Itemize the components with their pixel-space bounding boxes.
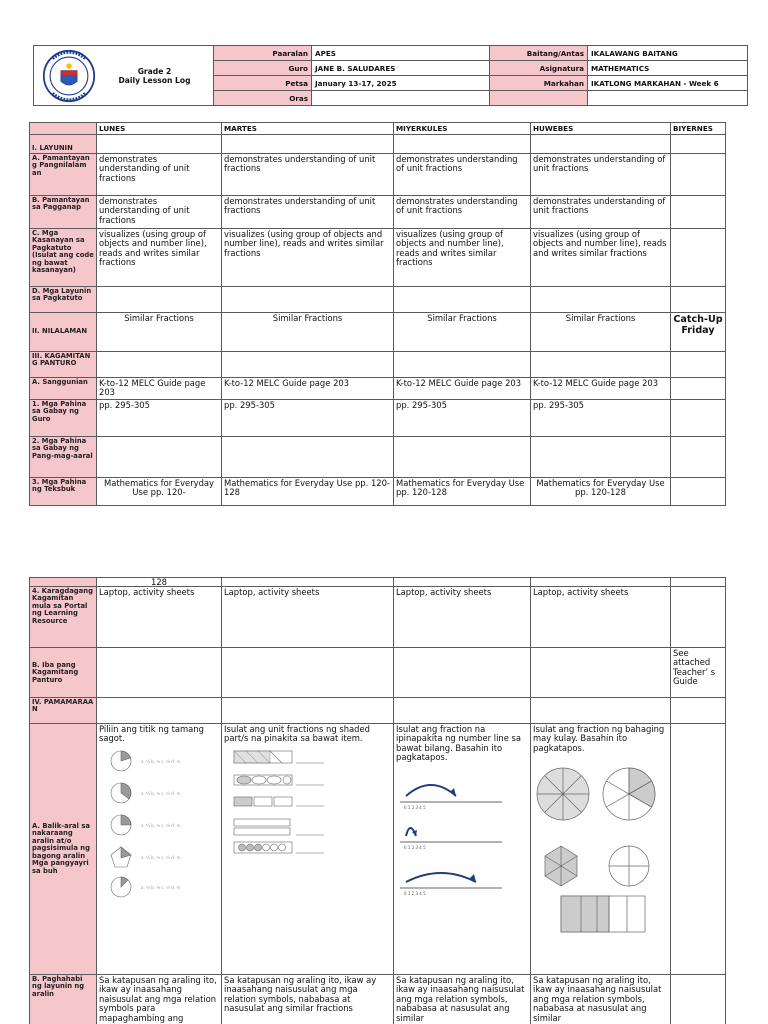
day-header-wednesday: MIYERKULES — [394, 123, 531, 135]
row-label-mga-layunin: D. Mga Layunin sa Pagkatuto — [30, 287, 97, 313]
row-label-teksbuk: 3. Mga Pahina ng Teksbuk — [30, 478, 97, 506]
row-label-layunin: I. LAYUNIN — [30, 135, 97, 154]
number-lines-figure — [396, 766, 506, 896]
cell-text: 128 — [97, 578, 222, 587]
day-header-thursday: HUWEBES — [531, 123, 671, 135]
cell-text: demonstrates understanding of unit fractions — [222, 154, 394, 196]
cell-text: Laptop, activity sheets — [222, 587, 394, 648]
day-header-friday: BIYERNES — [671, 123, 726, 135]
svg-text:0 1 2 3 4 5: 0 1 2 3 4 5 — [404, 804, 426, 810]
cell-text: demonstrates understanding of unit fractions — [531, 196, 671, 229]
cell-text: Sa katapusan ng araling ito, ikaw ay inaasahang naisusulat ang mga relation symbols, nababasa at nasusulat ang similar — [531, 975, 671, 1024]
row-label-paghahabi: B. Paghahabi ng layunin ng aralin — [30, 975, 97, 1024]
cell-text: Mathematics for Everyday Use pp. 120-128 — [531, 478, 671, 506]
day-header-tuesday: MARTES — [222, 123, 394, 135]
cell-text: demonstrates understanding of unit fractions — [394, 154, 531, 196]
cell-text: demonstrates understanding of unit fractions — [97, 196, 222, 229]
grade-value: IKALAWANG BAITANG — [588, 46, 748, 61]
balik-aral-thursday — [531, 724, 671, 975]
cell-text: visualizes (using group of objects and number line), reads and writes similar fractions — [531, 229, 671, 287]
cell-text: Mathematics for Everyday Use pp. 120- — [97, 478, 222, 506]
balik-aral-wednesday — [394, 724, 531, 975]
time-value — [312, 91, 490, 106]
school-value: APES — [312, 46, 490, 61]
row-label-karagdagang: 4. Karagdagang Kagamitan mula sa Portal ng Learning Resource — [30, 587, 97, 648]
svg-text:a. ¹⁄₉ b. ¹⁄₈ c. ¹⁄₄ d.: a. ¹⁄₉ b. ¹⁄₈ c. ¹⁄₄ d. ¹⁄₂ — [141, 884, 181, 890]
catch-up-friday: Catch-Up Friday — [671, 313, 726, 352]
cell-text: Isulat ang fraction ng bahaging may kulay. Basahin ito pagkatapos. — [533, 724, 665, 753]
row-label-pamamaraan: IV. PAMAMARAA N — [30, 698, 97, 724]
cell-text: Mathematics for Everyday Use pp. 120-128 — [394, 478, 531, 506]
empty-label — [490, 91, 588, 106]
row-label-gabay-mag-aaral: 2. Mga Pahina sa Gabay ng Pang-mag-aaral — [30, 437, 97, 478]
teacher-label: Guro — [214, 61, 312, 76]
cell-text: Laptop, activity sheets — [531, 587, 671, 648]
date-label: Petsa — [214, 76, 312, 91]
day-header-monday: LUNES — [97, 123, 222, 135]
balik-aral-tuesday — [222, 724, 394, 975]
row-label-balik-aral: A. Balik-aral sa nakaraang aralin at/o pagsisimula ng bagong aralin Mga pangyayri sa buh — [30, 724, 97, 975]
cell-text: K-to-12 MELC Guide page 203 — [222, 378, 394, 400]
deped-seal-icon — [42, 49, 96, 103]
cell-text: demonstrates understanding of unit fractions — [97, 154, 222, 196]
row-label-pamantayan-pangnilalaman: A. Pamantayan g Pangnilalam an — [30, 154, 97, 196]
cell-text: Sa katapusan ng araling ito, ikaw ay inaasahang naisusulat ang mga relation symbols, nababasa at nasusulat ang similar fractions — [222, 975, 394, 1024]
see-attached: See attached Teacher’ s Guide — [671, 648, 726, 698]
cell-text: Similar Fractions — [394, 313, 531, 352]
row-label-nilalaman: II. NILALAMAN — [30, 313, 97, 352]
cell-text: Isulat ang unit fractions ng shaded part/s na pinakita sa bawat item. — [224, 724, 370, 744]
cell-text: pp. 295-305 — [394, 400, 531, 437]
row-label-pamantayan-pagganap: B. Pamantayan sa Pagganap — [30, 196, 97, 229]
subject-label: Asignatura — [490, 61, 588, 76]
svg-text:a. ¹⁄₂ b. ¹⁄₄ c. ¹⁄₈ d.: a. ¹⁄₂ b. ¹⁄₄ c. ¹⁄₈ d. ¹⁄₈ — [141, 758, 181, 764]
cell-text: Sa katapusan ng araling ito, ikaw ay inaasahang naisusulat ang mga relation symbols para mapaghambing ang — [97, 975, 222, 1024]
corner-cell — [30, 123, 97, 135]
row-label-kagamitan: III. KAGAMITAN G PANTURO — [30, 352, 97, 378]
row-label-kasanayan: C. Mga Kasanayan sa Pagkatuto (Isulat ang code ng bawat kasanayan) — [30, 229, 97, 287]
date-value: January 13-17, 2025 — [312, 76, 490, 91]
svg-text:0 1 2 3 4 5: 0 1 2 3 4 5 — [404, 890, 426, 896]
cell-text: pp. 295-305 — [97, 400, 222, 437]
row-label-sanggunian: A. Sanggunian — [30, 378, 97, 400]
cell-text: Piliin ang titik ng tamang sagot. — [99, 724, 204, 744]
cell-text: Similar Fractions — [531, 313, 671, 352]
cell-text: K-to-12 MELC Guide page 203 — [531, 378, 671, 400]
fraction-circles-figure — [99, 747, 217, 902]
cell-text: demonstrates understanding of unit fractions — [222, 196, 394, 229]
shaded-shapes-figure — [224, 747, 334, 855]
grade-label: Baitang/Antas — [490, 46, 588, 61]
subject-value: MATHEMATICS — [588, 61, 748, 76]
svg-text:a. ¹⁄₅ b. ¹⁄₃ c. ¹⁄₄ d.: a. ¹⁄₅ b. ¹⁄₃ c. ¹⁄₄ d. ¹⁄₂ — [141, 854, 181, 860]
school-label: Paaralan — [214, 46, 312, 61]
teacher-value: JANE B. SALUDARES — [312, 61, 490, 76]
cell-text: demonstrates understanding of unit fractions — [394, 196, 531, 229]
svg-text:a. ¹⁄₃ b. ¹⁄₆ c. ¹⁄₂ d.: a. ¹⁄₃ b. ¹⁄₆ c. ¹⁄₂ d. ¹⁄₄ — [141, 790, 181, 796]
cell-text: K-to-12 MELC Guide page 203 — [394, 378, 531, 400]
lesson-log-table-2 — [29, 577, 726, 1024]
colored-shapes-figure — [533, 756, 663, 934]
cell-text: visualizes (using group of objects and number line), reads and writes similar fractions — [97, 229, 222, 287]
cell-text: visualizes (using group of objects and number line), reads and writes similar fractions — [222, 229, 394, 287]
cell-text: Laptop, activity sheets — [97, 587, 222, 648]
svg-text:a. ¹⁄₄ b. ¹⁄₂ c. ¹⁄₈ d.: a. ¹⁄₄ b. ¹⁄₂ c. ¹⁄₈ d. ¹⁄₆ — [141, 822, 181, 828]
header-logo-cell — [34, 46, 214, 106]
cell-text: pp. 295-305 — [531, 400, 671, 437]
row-label-gabay-guro: 1. Mga Pahina sa Gabay ng Guro — [30, 400, 97, 437]
header-table — [33, 45, 748, 106]
cell-text: pp. 295-305 — [222, 400, 394, 437]
row-label-iba-pang: B. Iba pang Kagamitang Panturo — [30, 648, 97, 698]
cell-text: Similar Fractions — [97, 313, 222, 352]
cell-text: Laptop, activity sheets — [394, 587, 531, 648]
quarter-value: IKATLONG MARKAHAN - Week 6 — [588, 76, 748, 91]
header-title-dll: Daily Lesson Log — [118, 75, 191, 85]
cell-text: visualizes (using group of objects and number line), reads and writes similar fractions — [394, 229, 531, 287]
cell-text: K-to-12 MELC Guide page 203 — [97, 378, 222, 400]
time-label: Oras — [214, 91, 312, 106]
cell-text: Similar Fractions — [222, 313, 394, 352]
cell-text: Sa katapusan ng araling ito, ikaw ay inaasahang naisusulat ang mga relation symbols, nababasa at nasusulat ang similar — [394, 975, 531, 1024]
cell-text: Isulat ang fraction na ipinapakita ng number line sa bawat bilang. Basahin ito pagkatapos. — [396, 724, 522, 763]
lesson-log-table-1 — [29, 122, 726, 506]
cell-text: Mathematics for Everyday Use pp. 120-128 — [222, 478, 394, 506]
header-title-grade: Grade 2 — [137, 66, 172, 76]
cell-text: demonstrates understanding of unit fractions — [531, 154, 671, 196]
balik-aral-monday — [97, 724, 222, 975]
svg-text:0 1 2 3 4 5: 0 1 2 3 4 5 — [404, 844, 426, 850]
header-title — [96, 67, 213, 85]
empty-value — [588, 91, 748, 106]
quarter-label: Markahan — [490, 76, 588, 91]
